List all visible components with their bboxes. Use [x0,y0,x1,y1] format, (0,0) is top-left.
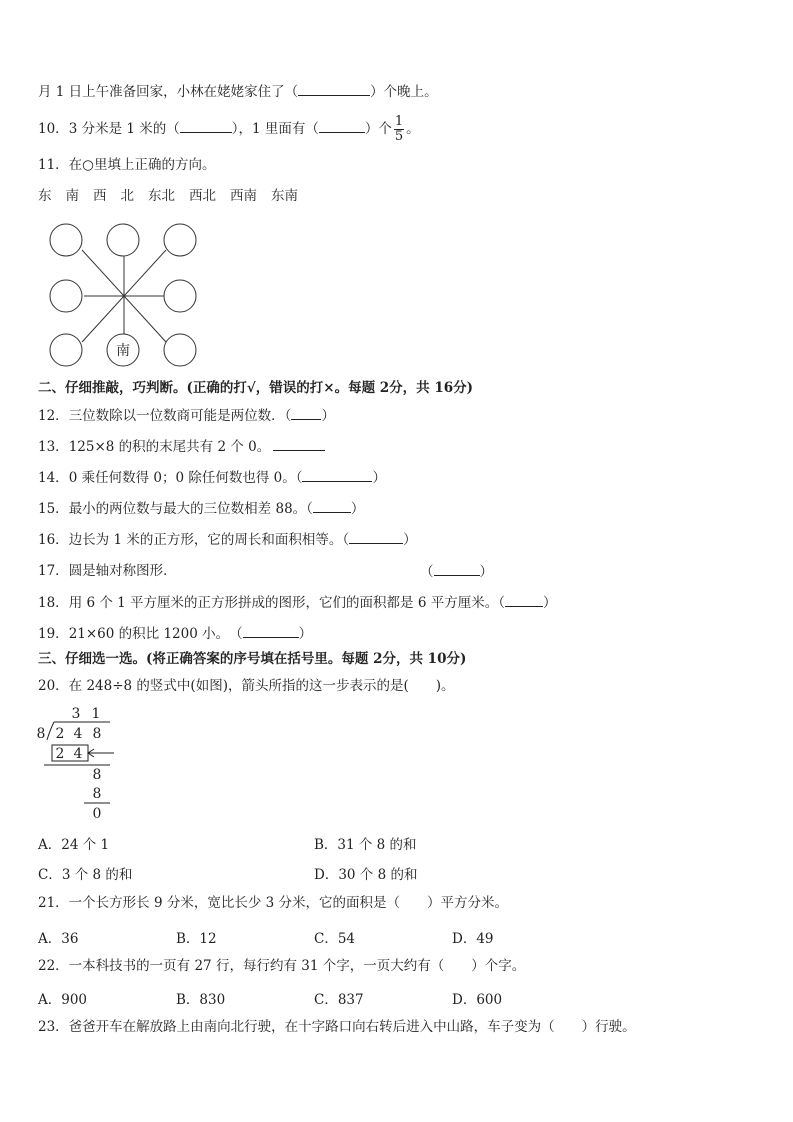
question-13: 13．125×8 的积的末尾共有 2 个 0。 [38,437,325,456]
question-10: 10．3 分米是 1 米的（ ），1 里面有（ ）个 $\frac{1}{5}$ 。 [38,114,420,144]
question-15: 15．最小的两位数与最大的三位数相差 88。（ ） [38,501,365,517]
question-14: 14．0 乘任何数得 0；0 除任何数也得 0。（ ） [38,470,386,486]
option-c[interactable]: C．837 [314,992,364,1008]
q9-continuation: 月 1 日上午准备回家，小林在姥姥家住了（ ）个晚上。 [38,84,438,100]
option-b[interactable]: B．12 [176,931,217,947]
answer-blank[interactable] [291,406,321,420]
option-b[interactable]: B．31 个 8 的和 [314,837,417,853]
answer-circle-n[interactable] [107,224,139,256]
answer-blank[interactable] [298,82,370,96]
option-c[interactable]: C．54 [314,931,356,947]
svg-text:0: 0 [92,806,102,822]
question-17-answer: （ ） [420,564,493,580]
option-a[interactable]: A．36 [38,931,79,947]
answer-circle-e[interactable] [164,280,196,312]
question-20: 20．在 248÷8 的竖式中(如图)，箭头所指的这一步表示的是( )。 [38,678,455,694]
answer-blank[interactable] [243,624,299,638]
svg-text:8: 8 [92,767,102,783]
option-d[interactable]: D．30 个 8 的和 [314,867,418,883]
compass-diagram [44,222,204,370]
option-d[interactable]: D．49 [452,931,494,947]
option-d[interactable]: D．600 [452,992,503,1008]
division-bracket [47,722,54,740]
svg-text:4: 4 [73,726,83,742]
question-12: 12．三位数除以一位数商可能是两位数．（ ） [38,408,335,424]
svg-text:3: 3 [71,706,81,722]
answer-circle-ne[interactable] [164,224,196,256]
svg-text:2: 2 [55,726,65,742]
long-division-diagram [36,700,126,822]
option-b[interactable]: B．830 [176,992,226,1008]
option-c[interactable]: C．3 个 8 的和 [38,867,133,883]
section-2-title: 二、仔细推敲，巧判断。(正确的打√，错误的打×。每题 2分，共 16分) [38,380,474,396]
answer-blank[interactable] [505,593,543,607]
answer-blank[interactable] [302,468,372,482]
question-19: 19．21×60 的积比 1200 小。 （ ） [38,626,313,642]
section-3-title: 三、仔细选一选。(将正确答案的序号填在括号里。每题 2分，共 10分) [38,651,467,667]
fraction: $\frac{1}{5}$ [394,114,404,144]
answer-circle-nw[interactable] [50,224,82,256]
answer-blank[interactable] [349,530,403,544]
answer-blank[interactable] [180,119,232,133]
answer-circle-sw[interactable] [50,334,82,366]
question-22: 22．一本科技书的一页有 27 行，每行约有 31 个字，一页大约有（ ）个字。 [38,958,526,974]
question-21: 21．一个长方形长 9 分米，宽比长少 3 分米，它的面积是（ ）平方分米。 [38,895,509,911]
answer-blank[interactable] [313,499,351,513]
answer-circle-w[interactable] [50,280,82,312]
option-a[interactable]: A．900 [38,992,88,1008]
answer-blank[interactable] [319,119,365,133]
question-18: 18．用 6 个 1 平方厘米的正方形拼成的图形，它们的面积都是 6 平方厘米。（ ） [38,595,557,611]
question-23: 23．爸爸开车在解放路上由南向北行驶，在十字路口向右转后进入中山路，车子变为（ ）行驶。 [38,1019,636,1035]
svg-text:2: 2 [55,746,65,762]
svg-text:4: 4 [73,746,83,762]
direction-words: 东 南 西 北 东北 西北 西南 东南 [38,188,298,204]
question-11: 11．在○里填上正确的方向。 [38,157,216,173]
question-16: 16．边长为 1 米的正方形，它的周长和面积相等。（ ） [38,532,417,548]
option-a[interactable]: A．24 个 1 [38,837,110,853]
answer-circle-se[interactable] [164,334,196,366]
answer-blank[interactable] [434,562,480,576]
question-17: 17．圆是轴对称图形． [38,563,177,579]
given-direction-label: 南 [116,343,130,359]
svg-text:8: 8 [92,786,102,802]
svg-text:8: 8 [36,726,46,742]
answer-blank[interactable] [273,437,325,451]
svg-text:1: 1 [91,706,101,722]
svg-text:8: 8 [92,726,102,742]
